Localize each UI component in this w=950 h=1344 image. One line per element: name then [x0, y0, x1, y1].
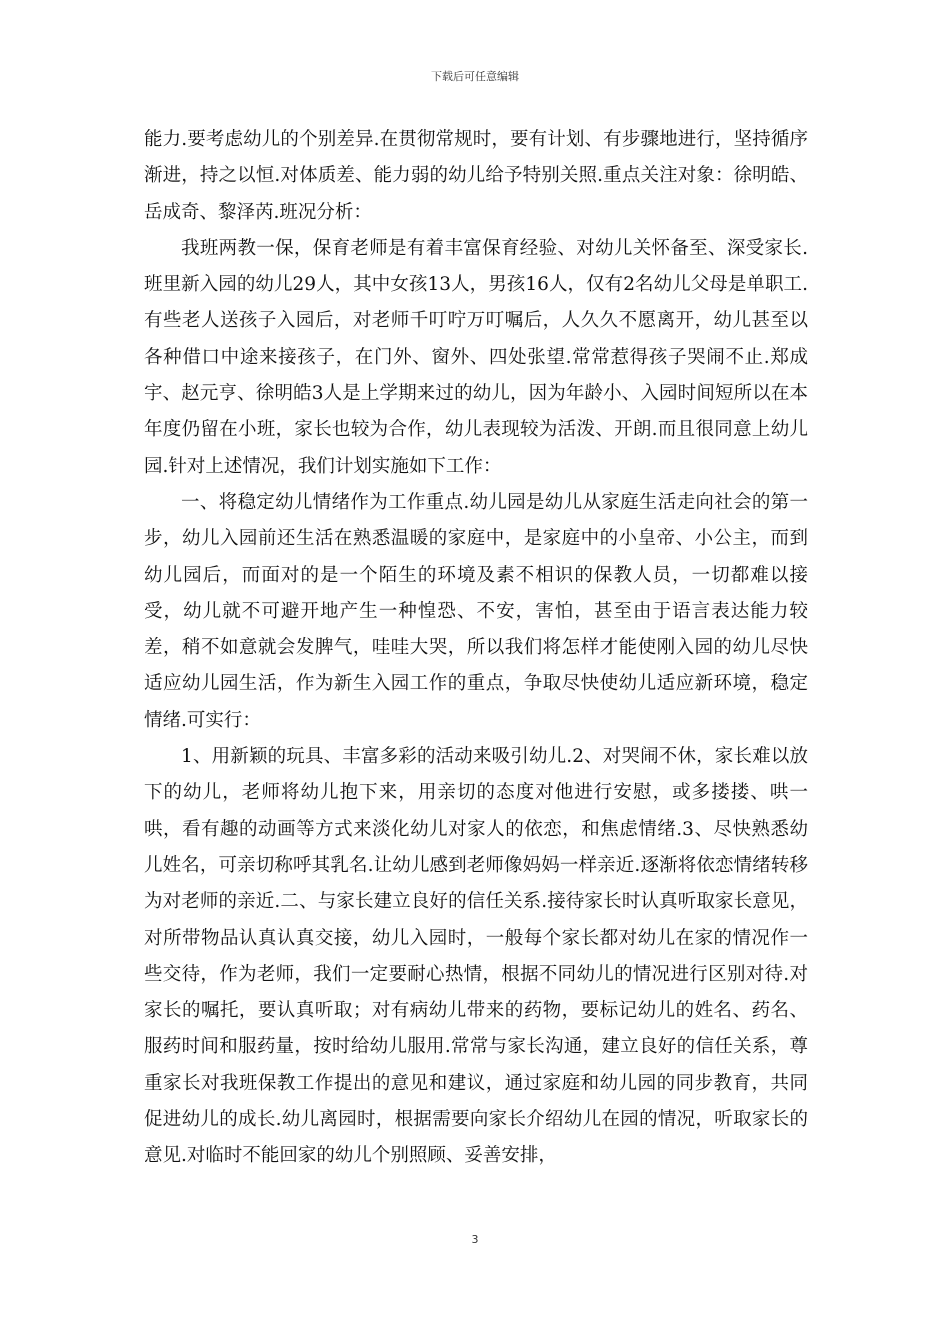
document-body — [144, 122, 808, 1175]
paragraph-continued: 能力.要考虑幼儿的个别差异.在贯彻常规时，要有计划、有步骤地进行，坚持循序渐进，持之以恒.对体质差、能力弱的幼儿给予特别关照.重点关注对象：徐明皓、岳成奇、黎泽芮.班况分析： — [144, 129, 808, 223]
page-number: 3 — [471, 1233, 479, 1246]
paragraph-class-analysis: 我班两教一保，保育老师是有着丰富保育经验、对幼儿关怀备至、深受家长.班里新入园的幼儿29人，其中女孩13人，男孩16人，仅有2名幼儿父母是单职工.有些老人送孩子入园后，对老师千叮咛万叮嘱后，人久久不愿离开，幼儿甚至以各种借口中途来接孩子，在门外、窗外、四处张望.常常惹得孩子哭闹不止.郑成宇、赵元亨、徐明皓3人是上学期来过的幼儿，因为年龄小、入园时间短所以在本年度仍留在小班，家长也较为合作，幼儿表现较为活泼、开朗.而且很同意上幼儿园.针对上述情况，我们计划实施如下工作： — [144, 237, 808, 477]
paragraph-section-one: 一、将稳定幼儿情绪作为工作重点.幼儿园是幼儿从家庭生活走向社会的第一步，幼儿入园前还生活在熟悉温暖的家庭中，是家庭中的小皇帝、小公主，而到幼儿园后，而面对的是一个陌生的环境及素不相识的保教人员，一切都难以接受，幼儿就不可避开地产生一种惶恐、不安，害怕，甚至由于语言表达能力较差，稍不如意就会发脾气，哇哇大哭，所以我们将怎样才能使刚入园的幼儿尽快适应幼儿园生活，作为新生入园工作的重点，争取尽快使幼儿适应新环境，稳定情绪.可实行： — [144, 491, 808, 731]
page-header: 下载后可任意编辑 — [431, 70, 519, 83]
paragraph-measures: 1、用新颖的玩具、丰富多彩的活动来吸引幼儿.2、对哭闹不休，家长难以放下的幼儿，老师将幼儿抱下来，用亲切的态度对他进行安慰，或多搂搂、哄一哄，看有趣的动画等方式来淡化幼儿对家人的依恋，和焦虑情绪.3、尽快熟悉幼儿姓名，可亲切称呼其乳名.让幼儿感到老师像妈妈一样亲近.逐渐将依恋情绪转移为对老师的亲近.二、与家长建立良好的信任关系.接待家长时认真听取家长意见，对所带物品认真认真交接，幼儿入园时，一般每个家长都对幼儿在家的情况作一些交待，作为老师，我们一定要耐心热情，根据不同幼儿的情况进行区别对待.对家长的嘱托，要认真听取；对有病幼儿带来的药物，要标记幼儿的姓名、药名、服药时间和服药量，按时给幼儿服用.常常与家长沟通，建立良好的信任关系，尊重家长对我班保教工作提出的意见和建议，通过家庭和幼儿园的同步教育，共同促进幼儿的成长.幼儿离园时，根据需要向家长介绍幼儿在园的情况，听取家长的意见.对临时不能回家的幼儿个别照顾、妥善安排， — [144, 746, 808, 1167]
